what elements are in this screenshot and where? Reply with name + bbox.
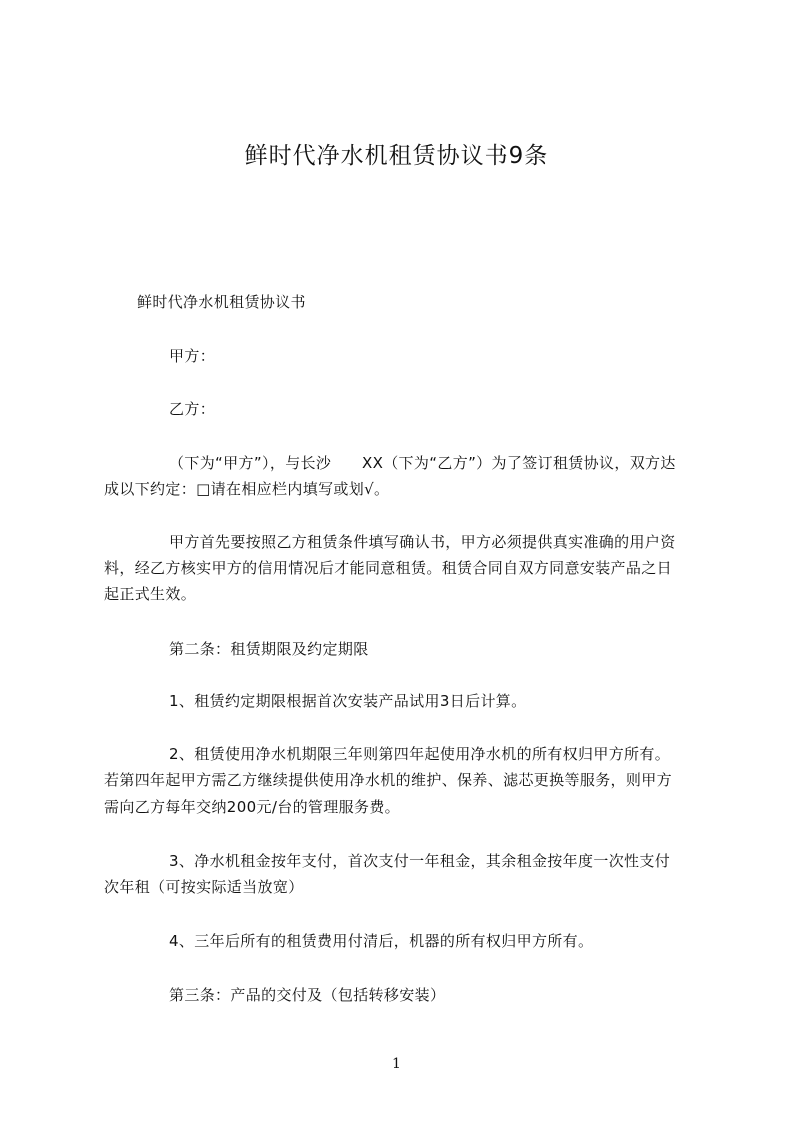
document-subtitle: 鲜时代净水机租赁协议书	[137, 293, 306, 311]
article-2-item-3-line-2: 次年租（可按实际适当放宽）	[104, 878, 304, 896]
confirmation-line-2: 料，经乙方核实甲方的信用情况后才能同意租赁。租赁合同自双方同意安装产品之日	[104, 559, 672, 577]
article-2-heading: 第二条：租赁期限及约定期限	[169, 640, 369, 658]
party-b-label: 乙方：	[169, 400, 216, 418]
document-title: 鲜时代净水机租赁协议书9条	[244, 143, 549, 169]
article-2-item-2-line-1: 2、租赁使用净水机期限三年则第四年起使用净水机的所有权归甲方所有。	[169, 745, 671, 763]
article-3-heading: 第三条：产品的交付及（包括转移安装）	[169, 986, 446, 1004]
intro-line-2: 成以下约定：□请在相应栏内填写或划√。	[104, 480, 390, 498]
page-number: 1	[392, 1056, 401, 1072]
article-2-item-4: 4、三年后所有的租赁费用付清后，机器的所有权归甲方所有。	[169, 932, 594, 950]
confirmation-line-3: 起正式生效。	[104, 585, 197, 603]
article-2-item-3-line-1: 3、净水机租金按年支付，首次支付一年租金，其余租金按年度一次性支付	[169, 852, 671, 870]
article-2-item-2-line-3: 需向乙方每年交纳200元/台的管理服务费。	[104, 798, 401, 816]
intro-line-1: （下为“甲方”），与长沙 XX（下为“乙方”）为了签订租赁协议，双方达	[169, 454, 676, 472]
confirmation-line-1: 甲方首先要按照乙方租赁条件填写确认书，甲方必须提供真实准确的用户资	[169, 533, 676, 551]
article-2-item-1: 1、租赁约定期限根据首次安装产品试用3日后计算。	[169, 692, 527, 710]
article-2-item-2-line-2: 若第四年起甲方需乙方继续提供使用净水机的维护、保养、滤芯更换等服务，则甲方	[104, 771, 672, 789]
party-a-label: 甲方：	[169, 347, 216, 365]
